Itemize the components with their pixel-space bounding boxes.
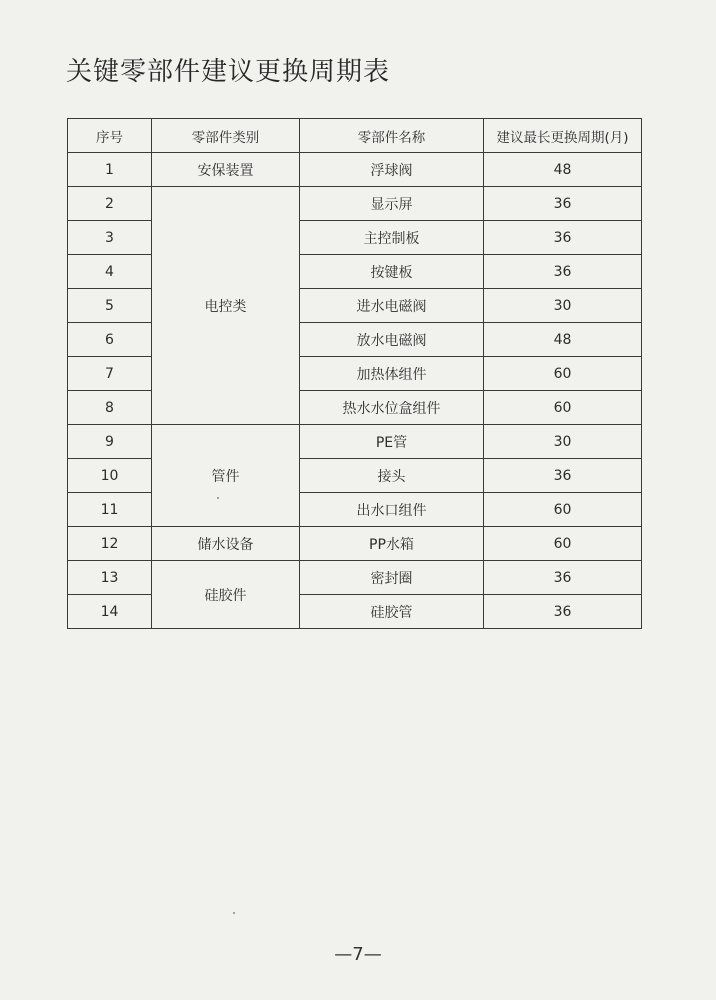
cell-part-name: 主控制板 — [300, 221, 484, 255]
scan-speck — [217, 497, 219, 499]
cell-part-name: PE管 — [300, 425, 484, 459]
cell-cycle: 48 — [484, 153, 642, 187]
cell-cycle: 36 — [484, 595, 642, 629]
cell-seq: 4 — [68, 255, 152, 289]
cell-cycle: 36 — [484, 459, 642, 493]
cell-cycle: 48 — [484, 323, 642, 357]
cell-seq: 1 — [68, 153, 152, 187]
cell-part-name: 进水电磁阀 — [300, 289, 484, 323]
cell-part-name: 加热体组件 — [300, 357, 484, 391]
cell-seq: 3 — [68, 221, 152, 255]
page-title: 关键零部件建议更换周期表 — [66, 57, 391, 87]
header-part-name: 零部件名称 — [300, 119, 484, 153]
cell-seq: 13 — [68, 561, 152, 595]
header-seq: 序号 — [68, 119, 152, 153]
page-number: —7— — [334, 944, 382, 965]
cell-seq: 9 — [68, 425, 152, 459]
cell-cycle: 60 — [484, 527, 642, 561]
cell-category: 电控类 — [152, 187, 300, 425]
cell-cycle: 30 — [484, 289, 642, 323]
cell-seq: 8 — [68, 391, 152, 425]
cell-cycle: 30 — [484, 425, 642, 459]
scan-speck — [233, 912, 235, 914]
cell-seq: 12 — [68, 527, 152, 561]
cell-cycle: 60 — [484, 391, 642, 425]
cell-part-name: 接头 — [300, 459, 484, 493]
cell-seq: 6 — [68, 323, 152, 357]
cell-cycle: 36 — [484, 187, 642, 221]
cell-part-name: 放水电磁阀 — [300, 323, 484, 357]
table-header-row — [68, 119, 642, 153]
table-row — [68, 187, 642, 221]
cell-seq: 11 — [68, 493, 152, 527]
cell-category: 安保装置 — [152, 153, 300, 187]
cell-cycle: 60 — [484, 493, 642, 527]
cell-part-name: 出水口组件 — [300, 493, 484, 527]
cell-part-name: 硅胶管 — [300, 595, 484, 629]
table-row — [68, 527, 642, 561]
table-row — [68, 561, 642, 595]
cell-seq: 2 — [68, 187, 152, 221]
cell-cycle: 36 — [484, 255, 642, 289]
table-row — [68, 153, 642, 187]
cell-part-name: 按键板 — [300, 255, 484, 289]
cell-part-name: 显示屏 — [300, 187, 484, 221]
cell-seq: 14 — [68, 595, 152, 629]
cell-part-name: 热水水位盒组件 — [300, 391, 484, 425]
cell-category: 管件 — [152, 425, 300, 527]
cell-category: 储水设备 — [152, 527, 300, 561]
cell-seq: 5 — [68, 289, 152, 323]
cell-seq: 10 — [68, 459, 152, 493]
cell-part-name: 密封圈 — [300, 561, 484, 595]
cell-seq: 7 — [68, 357, 152, 391]
header-cycle: 建议最长更换周期(月) — [484, 119, 642, 153]
cell-cycle: 60 — [484, 357, 642, 391]
cell-category: 硅胶件 — [152, 561, 300, 629]
cell-part-name: PP水箱 — [300, 527, 484, 561]
cell-cycle: 36 — [484, 221, 642, 255]
header-category: 零部件类别 — [152, 119, 300, 153]
table-row — [68, 425, 642, 459]
cell-part-name: 浮球阀 — [300, 153, 484, 187]
cell-cycle: 36 — [484, 561, 642, 595]
replacement-cycle-table — [67, 118, 642, 629]
